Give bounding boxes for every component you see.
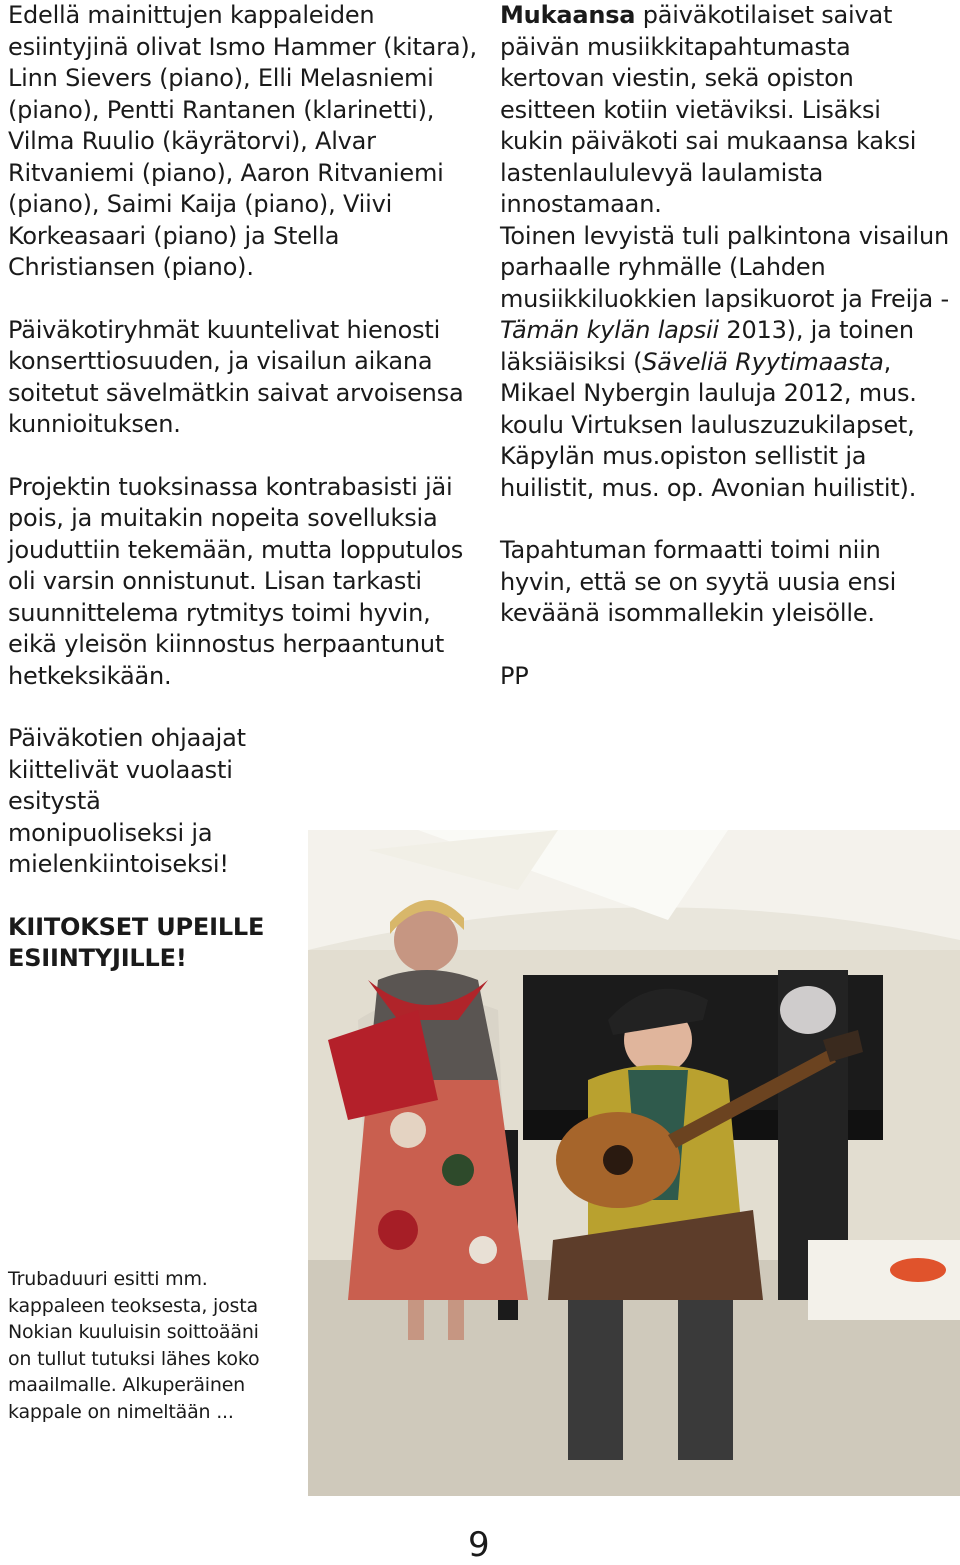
record-title-2: Säveliä Ryytimaasta [642, 347, 884, 376]
concert-photo-drawing [308, 830, 960, 1496]
paragraph-format: Tapahtuman formaatti toimi niin hyvin, että se on syytä uusia ensi keväänä isommallekin yleisölle. [500, 536, 897, 627]
thanks-line: kiittelivät vuolaasti [8, 755, 233, 784]
paragraph-records [500, 221, 950, 505]
record-title-1: Tämän kylän lapsii [500, 316, 719, 344]
caption-line: on tullut tutuksi lähes koko [8, 1347, 260, 1370]
right-column [500, 0, 950, 692]
paragraph-take-home [500, 0, 950, 221]
caption-line: kappaleen teoksesta, josta [8, 1294, 258, 1317]
signature: PP [500, 661, 529, 690]
closing-line: ESIINTYJILLE! [8, 944, 187, 972]
concert-photo [308, 830, 960, 1496]
thanks-line: mielenkiintoiseksi! [8, 850, 229, 878]
caption-line: Trubaduuri esitti mm. [8, 1268, 208, 1290]
closing-line: KIITOKSET UPEILLE [8, 912, 265, 941]
thanks-line: esitystä [8, 787, 101, 815]
paragraph-kindergarten-groups: Päiväkotiryhmät kuuntelivat hienosti konserttiosuuden, ja visailun aikana soitetut sävelmätkin saivat arvoisensa kunnioituksen. [8, 315, 464, 438]
thanks-line: monipuoliseksi ja [8, 818, 213, 847]
records-text-b: 2013), ja toinen läksiäisiksi ( [500, 316, 914, 376]
records-text-a: Toinen levyistä tuli palkintona visailun parhaalle ryhmälle (Lahden musiikkiluokkien lapsikuorot ja Freija - [500, 221, 949, 313]
paragraph-project: Projektin tuoksinassa kontrabasisti jäi pois, ja muitakin nopeita sovelluksia jouduttiin tekemään, mutta lopputulos oli varsin onnistunut. Lisan tarkasti suunnittelema rytmitys toimi hyvin, eikä yleisön kiinnostus herpaantunut hetkeksikään. [8, 472, 464, 690]
left-column [8, 0, 478, 975]
caption-line: kappale on nimeltään ... [8, 1400, 234, 1423]
caption-line: maailmalle. Alkuperäinen [8, 1374, 246, 1396]
records-text-c: , Mikael Nybergin lauluja 2012, mus. koulu Virtuksen lauluszuzukilapset, Käpylän mus.opiston sellistit ja huilistit, mus. op. Avonian huilistit). [500, 347, 917, 502]
paragraph-performers: Edellä mainittujen kappaleiden esiintyjinä olivat Ismo Hammer (kitara), Linn Sievers (piano), Elli Melasniemi (piano), Pentti Rantanen (klarinetti), Vilma Ruulio (käyrätorvi), Alvar Ritvaniemi (piano), Aaron Ritvaniemi (piano), Saimi Kaija (piano), Viivi Korkeasaari (piano) ja Stella Christiansen (piano). [8, 1, 477, 281]
thanks-line: Päiväkotien ohjaajat [8, 724, 246, 752]
photo-caption [8, 1266, 308, 1425]
lead-word: Mukaansa [500, 1, 636, 29]
paragraph-take-home-text: päiväkotilaiset saivat päivän musiikkitapahtumasta kertovan viestin, sekä opiston esitteen kotiin vietäviksi. Lisäksi kukin päiväkoti sai mukaansa kaksi lastenlaululevyä laulamista innostamaan. [500, 1, 917, 218]
page-number: 9 [468, 1525, 490, 1565]
caption-line: Nokian kuuluisin soittoääni [8, 1321, 259, 1343]
